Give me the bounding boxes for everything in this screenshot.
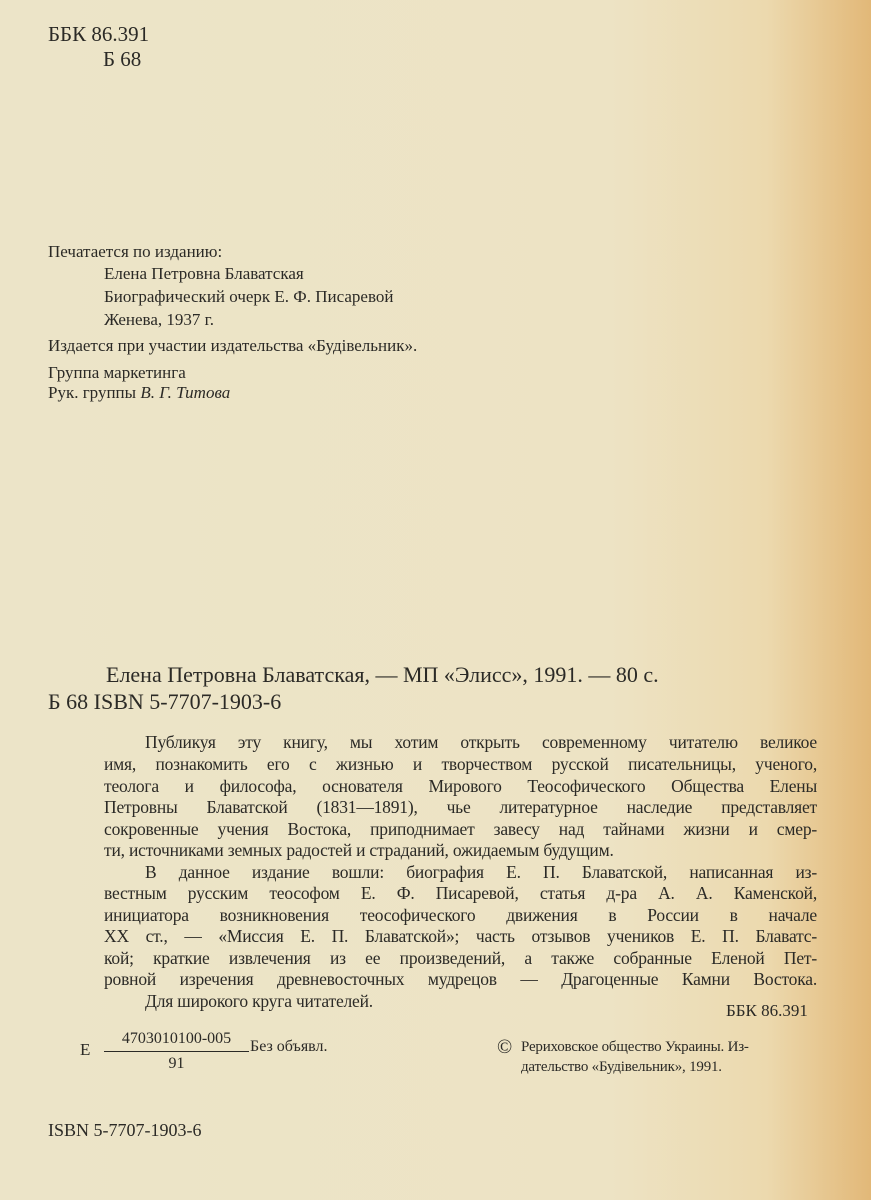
biblio-line-2: Б 68 ISBN 5-7707-1903-6: [48, 689, 282, 714]
annotation-line: сокровенные учения Востока, приподнимает завесу над тайнами жизни и смер-: [104, 819, 817, 839]
source-line: Биографический очерк Е. Ф. Писаревой: [104, 287, 394, 306]
biblio-line-1: Елена Петровна Блаватская, — МП «Элисс», 1991. — 80 с.: [106, 662, 659, 687]
price-index-fraction: [104, 1030, 249, 1073]
fraction-numerator: 4703010100-005: [121, 1030, 232, 1047]
annotation-line: В данное издание вошли: биография Е. П. Блаватской, написанная из-: [145, 862, 817, 882]
annotation-line: вестным русским теософом Е. Ф. Писаревой, статья д-ра А. А. Каменской,: [104, 883, 817, 903]
isbn: ISBN 5-7707-1903-6: [48, 1120, 202, 1140]
annotation-line: кой; краткие извлечения из ее произведений, а также собранные Еленой Пет-: [104, 948, 817, 968]
annotation-line: ровной изречения древневосточных мудрецов — Драгоценные Камни Востока.: [104, 969, 817, 989]
annotation-line: ти, источниками земных радостей и страданий, ожидаемым будущим.: [104, 840, 614, 860]
bbk-footer: ББК 86.391: [726, 1001, 808, 1020]
marketing-group: Группа маркетинга: [48, 363, 186, 382]
annotation-line: теолога и философа, основателя Мирового Теософического Общества Елены: [104, 776, 817, 796]
annotation-line: Петровны Блаватской (1831—1891), чье литературное наследие представляет: [104, 797, 817, 817]
marketing-head: [48, 384, 230, 401]
annotation-line: XX ст., — «Миссия Е. П. Блаватской»; часть отзывов учеников Е. П. Блаватс-: [104, 926, 817, 946]
source-label: Печатается по изданию:: [48, 242, 223, 261]
annotation-line: инициатора возникновения теософического движения в России в начале: [104, 905, 817, 925]
no-ads-note: Без объявл.: [250, 1038, 328, 1055]
index-letter: Е: [80, 1040, 91, 1059]
source-line: Елена Петровна Блаватская: [104, 264, 304, 283]
copyright-line: Рериховское общество Украины. Из-: [521, 1039, 749, 1055]
fraction-bar: [104, 1051, 249, 1052]
annotation-line: Для широкого круга читателей.: [145, 991, 373, 1011]
source-line: Женева, 1937 г.: [104, 310, 214, 329]
author-code: Б 68: [103, 47, 142, 71]
marketing-head-label: Рук. группы: [48, 383, 137, 402]
marketing-head-name: В. Г. Титова: [140, 383, 231, 402]
copyright-line: дательство «Будівельник», 1991.: [521, 1059, 722, 1075]
annotation-line: Публикуя эту книгу, мы хотим открыть современному читателю великое: [145, 732, 817, 752]
bbk-header: ББК 86.391: [48, 22, 150, 46]
copyright-icon: ©: [497, 1036, 513, 1058]
participation-note: Издается при участии издательства «Будівельник».: [48, 336, 418, 355]
fraction-denominator: 91: [168, 1055, 185, 1072]
annotation-line: имя, познакомить его с жизнью и творчеством русской писательницы, ученого,: [104, 754, 817, 774]
